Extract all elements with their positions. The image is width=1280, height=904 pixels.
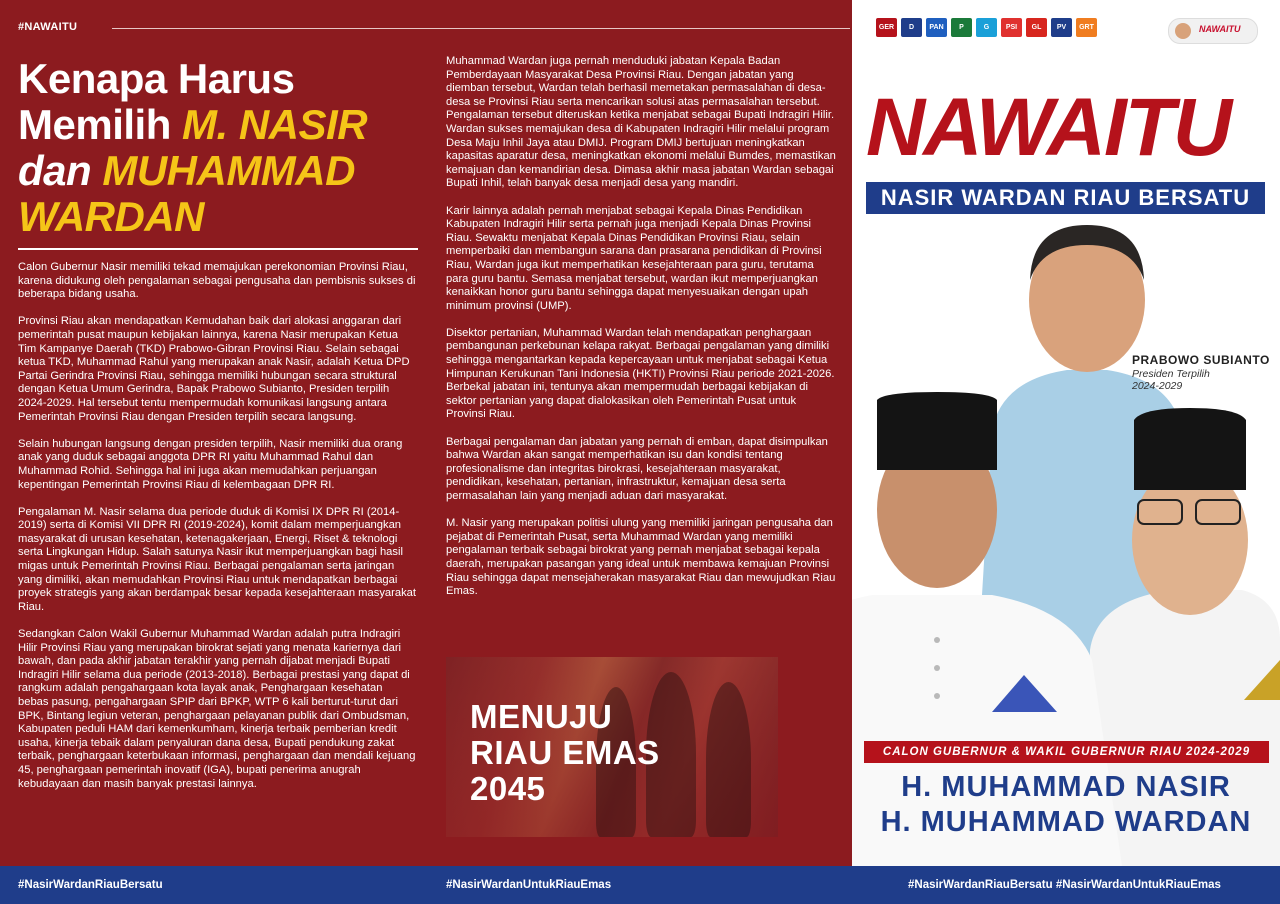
- party-logo-gerindra: GER: [876, 18, 897, 37]
- paragraph: Karir lainnya adalah pernah menjabat sebagai Kepala Dinas Pendidikan Kabupaten Indragiri Hilir serta pernah juga menjadi Kepala Dinas Provinsi Riau. Sewaktu menjabat Kepala Dinas Pendidikan Provinsi Riau, selain memperbaiki dan membangun sarana dan prasarana pendidikan di Provinsi Riau, Wardan juga ikut memperhatikan kesejahteraan para guru, terutama para guru bantu. Semasa menjabat tersebut, wardan ikut memperjuangkan kenaikkan honor guru bantu sehingga dapat menyesuaikan dengan upah minimum provinsi (UMP).: [446, 204, 822, 312]
- party-logo-pan: PAN: [926, 18, 947, 37]
- headline-highlight-muhammad: MUHAMMAD: [102, 147, 355, 194]
- prabowo-name: PRABOWO SUBIANTO: [1132, 353, 1270, 367]
- headline-divider: [18, 248, 418, 250]
- article-column-1: [18, 261, 416, 805]
- crowd-figure: [706, 682, 751, 837]
- riau-emas-line-2: RIAU EMAS: [470, 734, 660, 771]
- candidate-portraits: [852, 0, 1280, 866]
- party-logo-psi: PSI: [1001, 18, 1022, 37]
- prabowo-term: 2024-2029: [1132, 380, 1183, 392]
- paragraph: Pengalaman M. Nasir selama dua periode duduk di Komisi IX DPR RI (2014-2019) serta di Komisi VII DPR RI (2019-2024), komit dalam memperjuangkan masyarakat di urusan kesehatan, ketenagakerjaan, Energi, Riset & teknologi serta Lingkungan Hidup. Salah satunya Nasir ikut memperjuangkan bagi hasil migas untuk Pemerintah Provinsi Riau. Berbagai pengalaman serta jaringan yang dimiliki, akan memudahkan Provinsi Riau untuk mendapatkan berbagai proyek strategis yang akan berdampak besar kepada kesejahteraan masyarakat Riau.: [18, 505, 417, 613]
- party-logo-demokrat: D: [901, 18, 922, 37]
- headline-line-2-prefix: Memilih: [18, 101, 183, 148]
- paragraph: M. Nasir yang merupakan politisi ulung yang memiliki jaringan pengusaha dan pejabat di Pemerintah Pusat, serta Muhammad Wardan yang memiliki pengalaman terbaik sebagai birokrat yang pernah menjabat sebagai kepala daerah, merupakan pasangan yang ideal untuk membawa kemajuan Provinsi Riau sehingga dapat mensejaherakan masyarakat Riau dan mewujudkan Riau Emas.: [446, 517, 836, 598]
- button-icon: [934, 665, 940, 671]
- riau-emas-line-3: 2045: [470, 770, 546, 807]
- headline-highlight-nasir: M. NASIR: [182, 101, 368, 148]
- headline-line-3-prefix: dan: [18, 147, 103, 194]
- footer-hashtag-right: #NasirWardanRiauBersatu #NasirWardanUntukRiauEmas: [908, 879, 1221, 891]
- riau-emas-banner-image: [446, 657, 778, 837]
- paragraph: Provinsi Riau akan mendapatkan Kemudahan baik dari alokasi anggaran dari pemerintah pusat maupun kebijakan lainnya, karena Nasir merupakan Ketua Tim Kampanye Daerah (TKD) Prabowo-Gibran Provinsi Riau. Selain sebagai ketua TKD, Muhammad Rahul yang merupakan anak Nasir, adalah Ketua DPD Partai Gerindra Provinsi Riau, sehingga memiliki hubungan secara struktural dengan Ketua Umum Gerindra, Bapak Prabowo Subianto, Presiden terpilih 2024-2029. Hal tersebut tentu mempermudah komunikasi langsung antara Pemerintah Provinsi Riau dengan Presiden terpilih secara langsung.: [18, 315, 410, 423]
- paragraph: Sedangkan Calon Wakil Gubernur Muhammad Wardan adalah putra Indragiri Hilir Provinsi Riau yang merupakan birokrat sejati yang menata kariernya dari bawah, dan pada akhir jabatan terakhir yang pernah dijabat menjadi Bupati Indragiri Hilir selama dua periode (2013-2018). Berbagai prestasi yang dapat di rangkum adalah pengahargaan kota layak anak, Penghargaan kesehatan bebas pasung, pengahargaan SPIP dari BPKP, WTP 6 kali berturut-turut dari BPK, Bintang legiun veteran, penghargaan pelayanan publik dari Ombudsman, Kabupaten peduli HAM dari kemenkumham, kinerja terbaik pemberian kredit usaha, kinerja tebaik dalam penyaluran dana desa, Bupati pendukung zakat terbaik, penghargaan keterbukaan informasi, penghargaan dan mendali kejuang 45, penghargaan pemerintah inovatif (IGA), bupati penerima anugrah kebudayaan dan masih banyak prestasi lainnya.: [18, 628, 416, 790]
- top-hashtag: #NAWAITU: [18, 21, 78, 33]
- party-logo-prima: PV: [1051, 18, 1072, 37]
- footer-bar: [0, 866, 1280, 904]
- footer-hashtag-center: #NasirWardanUntukRiauEmas: [446, 879, 612, 891]
- paragraph: Selain hubungan langsung dengan presiden terpilih, Nasir memiliki dua orang anak yang duduk sebagai anggota DPR RI yaitu Muhammad Rahul dan Muhammad Rohid. Sehingga hal ini juga akan memudahkan perjuangan kepentingan Pemerintah Provinsi Riau di kelembagaan DPR RI.: [18, 437, 403, 491]
- paragraph: Disektor pertanian, Muhammad Wardan telah mendapatkan penghargaan pembangunan perkebunan kelapa rakyat. Berbagai pengalaman yang dimiliki sehingga mengantarkan kepada kepercayaan untuk menjabat sebagai Ketua Himpunan Kerukunan Tani Indonesia (HKTI) Provinsi Riau periode 2021-2026. Berbekal jabatan ini, tentunya akan mempermudah berbagai kebijakan di sektor pertanian yang dapat dialokasikan oleh Pemerintah Pusat untuk Provinsi Riau.: [446, 326, 835, 421]
- headline-line-2: [18, 102, 428, 148]
- candidate-name-nasir: H. MUHAMMAD NASIR: [901, 771, 1231, 803]
- page-headline: [18, 56, 428, 240]
- paragraph: Calon Gubernur Nasir memiliki tekad memajukan perekonomian Provinsi Riau, karena didukung oleh pengalaman sebagai pengusaha dan pembisnis sukses di beberapa bidang usaha.: [18, 261, 416, 301]
- footer-hashtag-left: #NasirWardanRiauBersatu: [18, 879, 163, 891]
- right-panel: [852, 0, 1280, 866]
- nasir-songkok: [877, 392, 997, 470]
- riau-emas-text: [470, 699, 660, 807]
- wardan-songkok: [1134, 408, 1246, 490]
- candidates-label: CALON GUBERNUR & WAKIL GUBERNUR RIAU 2024-2029: [864, 741, 1269, 763]
- candidate-name-wardan: H. MUHAMMAD WARDAN: [880, 806, 1252, 838]
- brand-title: NAWAITU: [866, 82, 1231, 173]
- headline-line-3: [18, 148, 428, 194]
- top-divider: [112, 28, 850, 29]
- paragraph: Berbagai pengalaman dan jabatan yang pernah di emban, dapat disimpulkan bahwa Wardan akan sangat memperhatikan isu dan kondisi tentang profesionalisme dan integritas birokrasi, kesejahteraan masyarakat, pendidikan, kesehatan, pertanian, infrastruktur, kemajuan desa serta permasalahan lain yang menjadi aduan dari masyarakat.: [446, 435, 828, 502]
- button-icon: [934, 693, 940, 699]
- headline-highlight-wardan: WARDAN: [18, 193, 204, 240]
- party-logo-ppp: P: [951, 18, 972, 37]
- article-column-2: [446, 55, 838, 612]
- party-logo-garuda: GL: [1026, 18, 1047, 37]
- brand-slogan: NASIR WARDAN RIAU BERSATU: [866, 182, 1265, 214]
- party-logo-gelora: G: [976, 18, 997, 37]
- prabowo-role: Presiden Terpilih: [1132, 368, 1210, 380]
- button-icon: [934, 637, 940, 643]
- riau-emas-line-1: MENUJU: [470, 698, 613, 735]
- mini-brand-text: NAWAITU: [1199, 24, 1241, 34]
- party-logo-garuda-tag: GRT: [1076, 18, 1097, 37]
- paragraph: Muhammad Wardan juga pernah menduduki jabatan Kepala Badan Pemberdayaan Masyarakat Desa Provinsi Riau. Dengan jabatan yang diemban tersebut, Wardan telah berhasil memetakan permasalahan di desa-desa se Provinsi Riau serta mencarikan solusi atas permasalahan tersebut. Pengalaman tersebut diteruskan ketika menjabat sebagai Bupati Indragiri Hilir. Wardan sukses memajukan desa di Kabupaten Indragiri Hilir melalui program Desa Maju Inhil Jaya atau DMIJ. Program DMIJ bertujuan meningkatkan kapasitas aparatur desa, meningkatkan ekonomi melalui Bumdes, memastikan kemajuan dan kemandirian desa. Dimasa akhir masa jabatan Wardan sebagai Bupati Inhil, telah banyak desa menjadi desa yang mandiri.: [446, 55, 836, 190]
- headline-line-1: Kenapa Harus: [18, 55, 295, 102]
